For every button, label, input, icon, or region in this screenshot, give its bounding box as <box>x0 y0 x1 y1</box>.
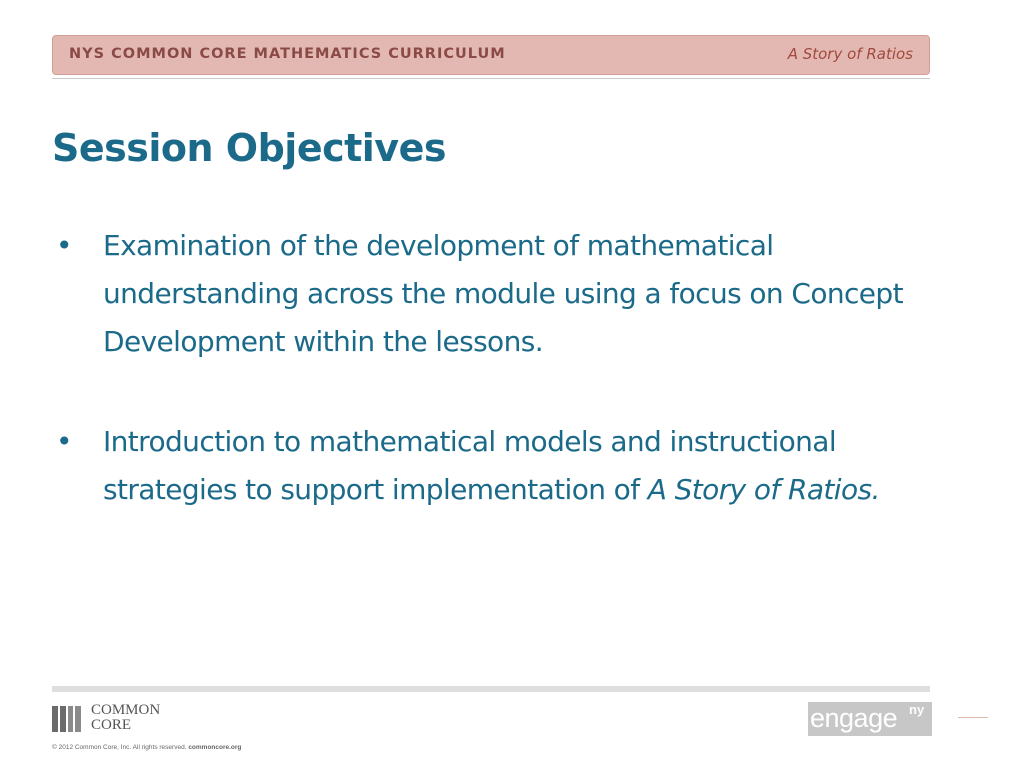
header-bar <box>52 35 930 75</box>
module-name-italic: A Story of Ratios. <box>647 473 880 506</box>
objective-text: Examination of the development of mathematical understanding across the module using a focus on Concept Development within the lessons. <box>103 229 903 358</box>
header-divider <box>52 78 930 79</box>
objective-text: Introduction to mathematical models and instructional strategies to support implementation of <box>103 425 837 506</box>
bullet-icon: • <box>56 229 72 262</box>
bullet-icon: • <box>56 425 72 458</box>
copyright-notice <box>52 744 241 751</box>
common-core-logo-text <box>91 703 160 733</box>
engage-logo-superscript: ny <box>909 702 925 717</box>
engageny-logo <box>808 702 932 736</box>
logo-line-1: COMMON <box>91 702 161 718</box>
curriculum-title: NYS COMMON CORE MATHEMATICS CURRICULUM <box>69 46 506 62</box>
copyright-text: © 2012 Common Core, Inc. All rights reserved. <box>52 744 187 751</box>
objectives-list <box>52 222 972 514</box>
module-title: A Story of Ratios <box>787 45 913 63</box>
footer-divider <box>52 686 930 692</box>
common-core-logo-icon <box>52 706 84 732</box>
engage-logo-text: engage <box>810 703 898 733</box>
objective-item <box>52 222 972 366</box>
corner-decoration <box>958 717 988 718</box>
objective-item <box>52 418 972 514</box>
slide-title: Session Objectives <box>52 126 446 170</box>
copyright-link[interactable]: commoncore.org <box>188 744 242 751</box>
logo-line-2: CORE <box>91 717 132 733</box>
